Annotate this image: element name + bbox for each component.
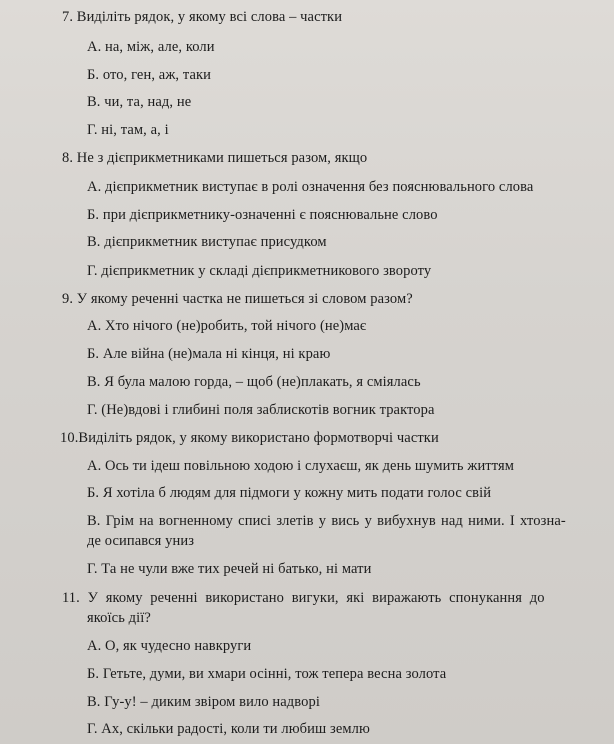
question-9-option-c: В. Я була малою горда, – щоб (не)плакать, я сміялась <box>87 374 421 390</box>
question-8-option-c: В. дієприкметник виступає присудком <box>87 234 327 250</box>
question-9-option-a: А. Хто нічого (не)робить, той нічого (не)має <box>87 318 367 334</box>
question-10-title: 10.Виділіть рядок, у якому використано формотворчі частки <box>60 430 439 446</box>
question-10-option-c: В. Грім на вогненному списі злетів у вись у вибухнув над ними. І хтозна- <box>87 513 566 529</box>
question-10-option-a: А. Ось ти ідеш повільною ходою і слухаєш, як день шумить життям <box>87 458 515 474</box>
question-8-option-b: Б. при дієприкметнику-означенні є пояснювальне слово <box>87 207 438 223</box>
question-7-option-b: Б. ото, ген, аж, таки <box>87 67 212 83</box>
question-10-option-c-continuation: де осипався униз <box>87 533 195 549</box>
question-11-option-b: Б. Гетьте, думи, ви хмари осінні, тож тепера весна золота <box>87 666 447 682</box>
question-11-title-continuation: якоїсь дії? <box>87 610 151 626</box>
question-11-option-d: Г. Ах, скільки радості, коли ти любиш землю <box>87 721 370 737</box>
question-10-option-b: Б. Я хотіла б людям для підмоги у кожну мить подати голос свій <box>87 485 492 501</box>
question-11-option-c: В. Гу-у! – диким звіром вило надворі <box>87 694 320 710</box>
question-11-option-a: А. О, як чудесно навкруги <box>87 638 252 654</box>
question-8-title: 8. Не з дієприкметниками пишеться разом, якщо <box>62 150 368 166</box>
question-7-title: 7. Виділіть рядок, у якому всі слова – частки <box>62 9 343 25</box>
question-9-option-d: Г. (Не)вдові і глибині поля заблискотів вогник трактора <box>87 402 435 418</box>
question-9-option-b: Б. Але війна (не)мала ні кінця, ні краю <box>87 346 331 362</box>
question-8-option-d: Г. дієприкметник у складі дієприкметникового звороту <box>87 263 432 279</box>
question-8-option-a: А. дієприкметник виступає в ролі означення без пояснювального слова <box>87 179 534 195</box>
question-7-option-c: В. чи, та, над, не <box>87 94 192 110</box>
question-7-option-d: Г. ні, там, а, і <box>87 122 169 138</box>
question-7-option-a: А. на, між, але, коли <box>87 39 215 55</box>
question-11-title: 11. У якому реченні використано вигуки, які виражають спонукання до <box>62 590 545 606</box>
question-9-title: 9. У якому реченні частка не пишеться зі словом разом? <box>62 291 413 307</box>
question-10-option-d: Г. Та не чули вже тих речей ні батько, ні мати <box>87 561 372 577</box>
